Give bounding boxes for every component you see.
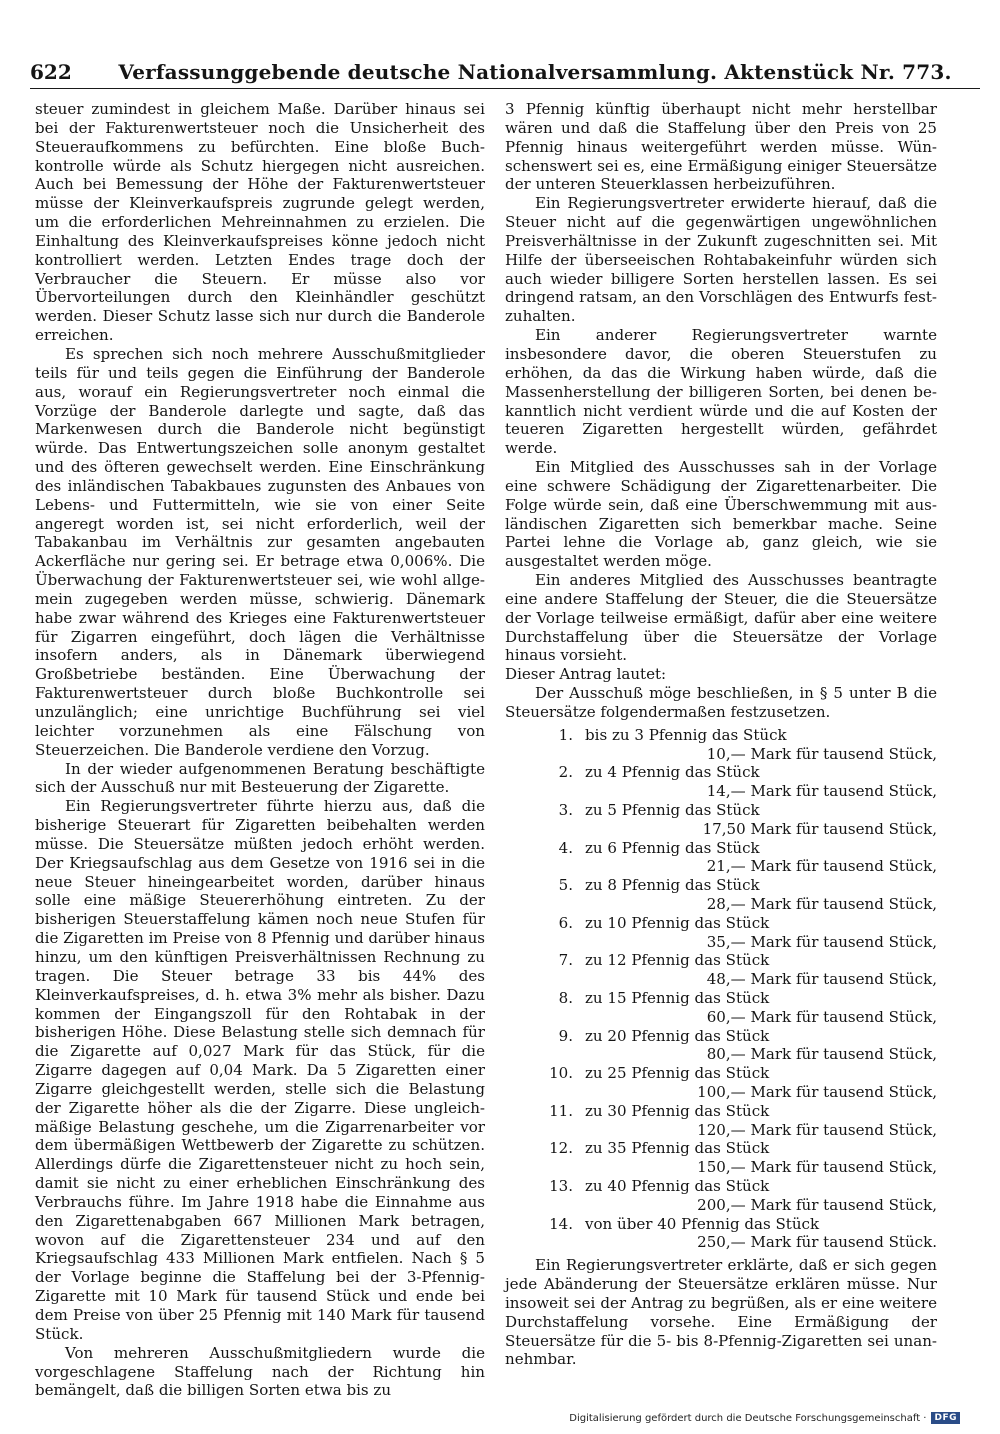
tax-schedule: [505, 726, 937, 1252]
schedule-label: zu 10 Pfennig das Stück: [585, 913, 770, 932]
schedule-label: zu 30 Pfennig das Stück: [585, 1101, 770, 1120]
schedule-label: zu 15 Pfennig das Stück: [585, 989, 770, 1007]
schedule-amount: 28,— Mark für tausend Stück,: [706, 895, 937, 914]
schedule-amount: 60,— Mark für tausend Stück,: [706, 1007, 937, 1026]
footer-credit: [569, 1412, 960, 1424]
schedule-label: zu 35 Pfennig das Stück: [585, 1139, 770, 1158]
schedule-amount: 35,— Mark für tausend Stück,: [706, 932, 937, 951]
schedule-row: [505, 726, 937, 764]
schedule-row: [505, 763, 937, 801]
schedule-row: [505, 1139, 937, 1177]
schedule-row: [505, 1027, 937, 1065]
page-header: [30, 50, 980, 89]
paragraph: Ein anderes Mitglied des Ausschusses beantragte eine andere Staffelung der Steuer, die die Steuersätze der Vorlage teilweise ermäßigt, dafür aber eine weitere Durchstaffelung über die Steuersätze der Vorlage hinaus vorsieht.: [505, 571, 937, 665]
schedule-row: [505, 1177, 937, 1215]
schedule-amount: 200,— Mark für tausend Stück,: [697, 1195, 937, 1214]
motion-intro: Dieser Antrag lautet:: [505, 665, 667, 684]
paragraph: Es sprechen sich noch mehrere Ausschußmitglieder teils für und teils gegen die Einführung der Banderole aus, worauf ein Regierungsvertreter noch einmal die Vorzüge der Banderole darlegte und sagte, daß das Markenwesen durch die Banderole nicht begünstigt würde. Das Entwertungszeichen solle anonym gestaltet und des öfteren gewechselt werden. Eine Einschränkung des inländischen Tabakbaues zugunsten des Anbaues von Lebens- und Futtermitteln, wie sie von einer Seite angeregt worden ist, sei nicht erforderlich, weil der Tabakanbau im Verhältnis zur gesamten angebauten Ackerfläche nur gering sei. Er betrage etwa 0,006%. Die Überwachung der Fakturenwertsteuer sei, wie wohl allgemein zugegeben werden müsse, schwierig. Dänemark habe zwar während des Krieges eine Fakturenwertsteuer für Zigarren eingeführt, doch lägen die Verhältnisse insofern anders, als in Dänemark überwiegend Großbetriebe beständen. Eine Überwachung der Fakturenwertsteuer durch bloße Buchkontrolle sei unzulänglich; eine unrichtige Buchführung sei viel leichter vorzunehmen als eine Fälschung von Steuerzeichen. Die Banderole verdiene den Vorzug.: [35, 344, 485, 759]
schedule-row: [505, 876, 937, 914]
schedule-label: zu 6 Pfennig das Stück: [585, 838, 760, 857]
paragraph: Ein Mitglied des Ausschusses sah in der Vorlage eine schwere Schädigung der Zigarettenarbeiter. Die Folge würde sein, daß eine Überschwemmung mit ausländischen Zigaretten sich bemerkbar mache. Seine Partei lehne die Vorlage ab, ganz gleich, wie sie ausgestaltet werden möge.: [505, 458, 937, 571]
schedule-label: zu 8 Pfennig das Stück: [585, 876, 760, 895]
schedule-num: 9.: [558, 1026, 573, 1045]
schedule-row: [505, 914, 937, 952]
paragraph: Von mehreren Ausschußmitgliedern wurde die vorgeschlagene Staffelung nach der Richtung hin bemängelt, daß die billigen Sorten etwa bis zu: [35, 1343, 485, 1400]
schedule-amount: 120,— Mark für tausend Stück,: [697, 1120, 937, 1139]
right-column: [505, 100, 937, 1369]
schedule-num: 12.: [549, 1139, 573, 1158]
schedule-row: [505, 801, 937, 839]
schedule-num: 3.: [558, 801, 573, 820]
schedule-label: zu 5 Pfennig das Stück: [585, 801, 760, 820]
schedule-row: [505, 1064, 937, 1102]
schedule-amount: 150,— Mark für tausend Stück,: [697, 1158, 937, 1177]
schedule-label: zu 20 Pfennig das Stück: [585, 1026, 770, 1045]
schedule-amount: 21,— Mark für tausend Stück,: [706, 857, 937, 876]
schedule-label: zu 12 Pfennig das Stück: [585, 951, 770, 970]
motion-text: Der Ausschuß möge beschließen, in § 5 unter B die Steuersätze folgendermaßen festzusetzen.: [505, 684, 937, 721]
schedule-amount: 250,— Mark für tausend Stück.: [697, 1233, 937, 1252]
schedule-amount: 80,— Mark für tausend Stück,: [706, 1045, 937, 1064]
schedule-num: 11.: [549, 1101, 573, 1120]
schedule-num: 1.: [558, 725, 573, 744]
schedule-num: 2.: [558, 763, 573, 782]
schedule-amount: 100,— Mark für tausend Stück,: [697, 1082, 937, 1101]
dfg-logo: DFG: [931, 1412, 960, 1424]
schedule-amount: 10,— Mark für tausend Stück,: [706, 744, 937, 763]
paragraph: Ein Regierungsvertreter erwiderte hierauf, daß die Steuer nicht auf die gegenwärtigen ungewöhnlichen Preisverhältnisse in der Zukunft zugeschnitten sei. Mit Hilfe der überseeischen Rohtabakeinfuhr würden sich auch wieder billigere Sorten herstellen lassen. Es sei dringend ratsam, an den Vorschlägen des Entwurfs festzuhalten.: [505, 194, 937, 326]
schedule-amount: 14,— Mark für tausend Stück,: [706, 782, 937, 801]
page-number: 622: [30, 60, 72, 84]
schedule-num: 5.: [558, 876, 573, 895]
schedule-label: zu 4 Pfennig das Stück: [585, 763, 760, 782]
schedule-num: 13.: [549, 1176, 573, 1195]
page-title: Verfassunggebende deutsche Nationalversammlung. Aktenstück Nr. 773.: [118, 60, 952, 84]
schedule-num: 7.: [558, 951, 573, 970]
paragraph: Ein Regierungsvertreter erklärte, daß er sich gegen jede Abänderung der Steuersätze erklären müsse. Nur insoweit sei der Antrag zu begrüßen, als er eine weitere Durchstaffelung vorsehe. Eine Ermäßigung der Steuersätze für die 5- bis 8-Pfennig-Zigaretten sei unannehmbar.: [505, 1256, 937, 1369]
paragraph: Ein Regierungsvertreter führte hierzu aus, daß die bisherige Steuerart für Zigaretten beibehalten werden müsse. Die Steuersätze müßten jedoch erhöht werden. Der Kriegsaufschlag aus dem Gesetze von 1916 sei in die neue Steuer hineingearbeitet worden, darüber hinaus solle eine mäßige Steuererhöhung eintreten. Zu der bisherigen Steuerstaffelung kämen noch neue Stufen für die Zigaretten im Preise von 8 Pfennig und darüber hinaus hinzu, um den künftigen Preisverhältnissen Rechnung zu tragen. Die Steuer betrage 33 bis 44% des Kleinverkaufspreises, d. h. etwa 3% mehr als bisher. Dazu kommen der Eingangszoll für den Rohtabak in der bisherigen Höhe. Diese Belastung stelle sich demnach für die Zigarette auf 0,027 Mark für das Stück, für die Zigarre dagegen auf 0,04 Mark. Da 5 Zigaretten einer Zigarre gleichgestellt werden, stelle sich die Belastung der Zigarette höher als die der Zigarre. Diese ungleichmäßige Belastung geschehe, um die Zigarrenarbeiter vor dem übermäßigen Wettbewerb der Zigarette zu schützen. Allerdings dürfe die Zigarettensteuer nicht zu hoch sein, damit sie nicht zu einer erheblichen Einschränkung des Verbrauchs führe. Im Jahre 1918 habe die Einnahme aus den Zigarettenabgaben 667 Millionen Mark betragen, wovon auf die Zigarettensteuer 234 und auf den Kriegsaufschlag 433 Millionen Mark entfielen. Nach § 5 der Vorlage beginne die Staffelung bei der 3-Pfennig-Zigarette mit 10 Mark für tausend Stück und ende bei dem Preise von über 25 Pfennig mit 140 Mark für tausend Stück.: [35, 797, 485, 1343]
schedule-num: 10.: [549, 1064, 573, 1083]
schedule-num: 6.: [558, 913, 573, 932]
paragraph: steuer zumindest in gleichem Maße. Darüber hinaus sei bei der Fakturenwertsteuer noch die Unsicherheit des Steueraufkommens zu befürchten. Eine bloße Buchkontrolle würde als Schutz hiergegen nicht ausreichen. Auch bei Bemessung der Höhe der Fakturenwertsteuer müsse der Kleinverkaufspreis zugrunde gelegt werden, um die erforderlichen Mehreinnahmen zu erzielen. Die Einhaltung des Kleinverkaufspreises könne jedoch nicht kontrolliert werden. Letzten Endes trage doch der Verbraucher die Steuern. Er müsse also vor Übervorteilungen durch den Kleinhändler geschützt werden. Dieser Schutz lasse sich nur durch die Banderole erreichen.: [35, 100, 485, 345]
schedule-label: bis zu 3 Pfennig das Stück: [585, 725, 787, 744]
left-column: [35, 100, 485, 1400]
schedule-amount: 48,— Mark für tausend Stück,: [706, 970, 937, 989]
schedule-row: [505, 1215, 937, 1253]
schedule-label: zu 25 Pfennig das Stück: [585, 1064, 770, 1083]
paragraph: In der wieder aufgenommenen Beratung beschäftigte sich der Ausschuß nur mit Besteuerung der Zigarette.: [35, 759, 485, 797]
schedule-amount: 17,50 Mark für tausend Stück,: [702, 819, 937, 838]
schedule-row: [505, 989, 937, 1027]
schedule-num: 8.: [558, 989, 573, 1007]
schedule-row: [505, 951, 937, 989]
paragraph: 3 Pfennig künftig überhaupt nicht mehr herstellbar wären und daß die Staffelung über den Preis von 25 Pfennig hinaus weitergeführt werden müsse. Wünschenswert sei es, eine Ermäßigung einiger Steuersätze der unteren Steuerklassen herbeizuführen.: [505, 100, 937, 194]
footer-text: Digitalisierung gefördert durch die Deutsche Forschungsgemeinschaft ·: [569, 1412, 927, 1424]
schedule-label: zu 40 Pfennig das Stück: [585, 1176, 770, 1195]
schedule-num: 4.: [558, 838, 573, 857]
schedule-num: 14.: [549, 1214, 573, 1233]
paragraph: Ein anderer Regierungsvertreter warnte insbesondere davor, die oberen Steuerstufen zu erhöhen, da das die Wirkung haben würde, daß die Massenherstellung der billigeren Sorten, bei denen bekanntlich nicht verdient würde und die auf Kosten der teueren Zigaretten hergestellt würden, gefährdet werde.: [505, 326, 937, 458]
schedule-label: von über 40 Pfennig das Stück: [585, 1214, 820, 1233]
schedule-row: [505, 839, 937, 877]
schedule-row: [505, 1102, 937, 1140]
